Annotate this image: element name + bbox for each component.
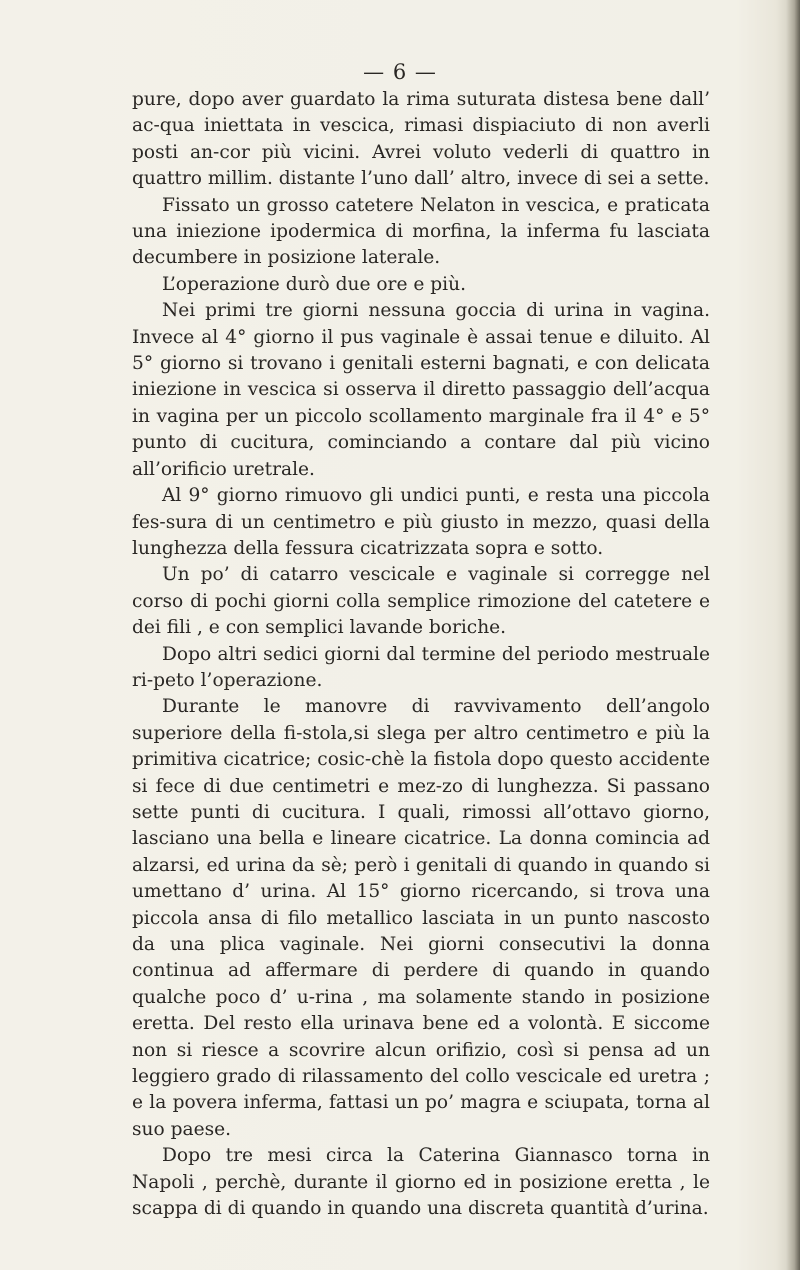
page-edge-shadow bbox=[786, 0, 800, 1270]
paragraph: Un po’ di catarro vescicale e vaginale si corregge nel corso di pochi giorni colla semplice rimozione del catetere e dei fili , e con semplici lavande boriche. bbox=[132, 564, 710, 639]
paragraph: L’operazione durò due ore e più. bbox=[162, 273, 467, 295]
paragraph: Dopo altri sedici giorni dal termine del periodo mestruale ri-peto l’operazione. bbox=[132, 643, 710, 691]
paragraph: Durante le manovre di ravvivamento dell’angolo superiore della fi-stola,si slega per altro centimetro e più la primitiva cicatrice; cosic-chè la fistola dopo questo accidente si fece di due centimetri e mez-zo di lunghezza. Si passano sette punti di cucitura. I quali, rimossi all’ottavo giorno, lasciano una bella e lineare cicatrice. La donna comincia ad alzarsi, ed urina da sè; però i genitali di quando in quando si umettano d’ urina. Al 15° giorno ricercando, si trova una piccola ansa di filo metallico lasciata in un punto nascosto da una plica vaginale. Nei giorni consecutivi la donna continua ad affermare di perdere di quando in quando qualche poco d’ u-rina , ma solamente stando in posizione eretta. Del resto ella urinava bene ed a volontà. E siccome non si riesce a scovrire alcun orifizio, così si pensa ad un leggiero grado di rilassamento del collo vescicale ed uretra ; e la povera inferma, fattasi un po’ magra e sciupata, torna al suo paese. bbox=[132, 696, 710, 1140]
paragraph: Fissato un grosso catetere Nelaton in vescica, e praticata una iniezione ipodermica di morfina, la inferma fu lasciata decumbere in posizione laterale. bbox=[132, 194, 710, 269]
paragraph: pure, dopo aver guardato la rima suturata distesa bene dall’ ac-qua iniettata in vescica, rimasi dispiaciuto di non averli posti an-cor più vicini. Avrei voluto vederli di quattro in quattro millim. distante l’uno dall’ altro, invece di sei a sette. bbox=[132, 89, 710, 190]
paragraph: Dopo tre mesi circa la Caterina Giannasco torna in Napoli , perchè, durante il giorno ed in posizione eretta , le scappa di di quando in quando una discreta quantità d’urina. bbox=[132, 1145, 710, 1220]
page-number-header: — 6 — bbox=[363, 60, 437, 84]
paragraph: Nei primi tre giorni nessuna goccia di urina in vagina. Invece al 4° giorno il pus vaginale è assai tenue e diluito. Al 5° giorno si trovano i genitali esterni bagnati, e con delicata iniezione in vescica si osserva il diretto passaggio dell’acqua in vagina per un piccolo scollamento marginale fra il 4° e 5° punto di cucitura, cominciando a contare dal più vicino all’orificio uretrale. bbox=[132, 300, 710, 480]
paragraph: Al 9° giorno rimuovo gli undici punti, e resta una piccola fes-sura di un centimetro e più giusto in mezzo, quasi della lunghezza della fessura cicatrizzata sopra e sotto. bbox=[132, 485, 710, 559]
body-text bbox=[132, 87, 710, 1222]
